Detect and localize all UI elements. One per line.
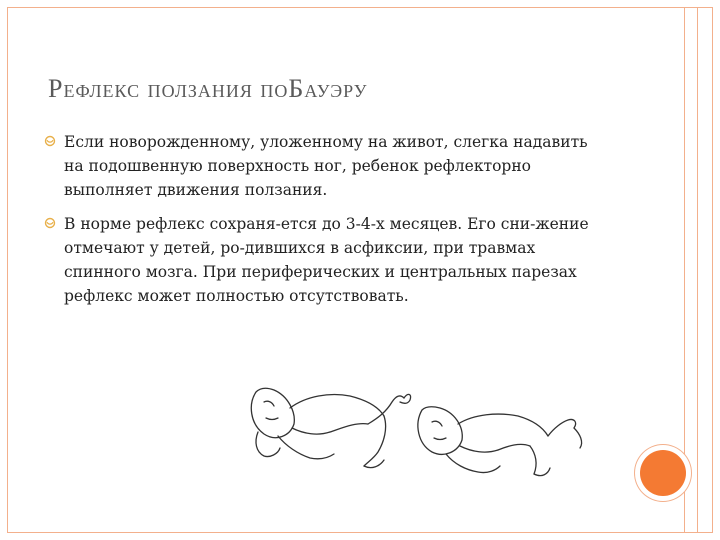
list-item — [44, 130, 604, 202]
baby-figure-1 — [251, 388, 410, 467]
bullet-text: В норме рефлекс сохраня-ется до 3-4-х месяцев. Его сни-жение отмечают у детей, ро-дившихся в асфиксии, при травмах спинного мозга. При периферических и центральных парезах рефлекс может полностью отсутствовать. — [64, 215, 589, 305]
slide-title: Рефлекс ползания поБауэру — [48, 74, 368, 103]
crawling-baby-illustration — [238, 362, 590, 482]
bullet-text: Если новорожденному, уложенному на живот, слегка надавить на подошвенную поверхность ног, ребенок рефлекторно выполняет движения ползания. — [64, 133, 588, 199]
baby-figure-2 — [418, 407, 582, 476]
side-decoration-strip — [684, 7, 698, 533]
decorative-orange-circle — [640, 450, 686, 496]
bullet-icon — [44, 217, 56, 229]
bullet-list — [44, 130, 604, 318]
list-item — [44, 212, 604, 308]
bullet-icon — [44, 135, 56, 147]
